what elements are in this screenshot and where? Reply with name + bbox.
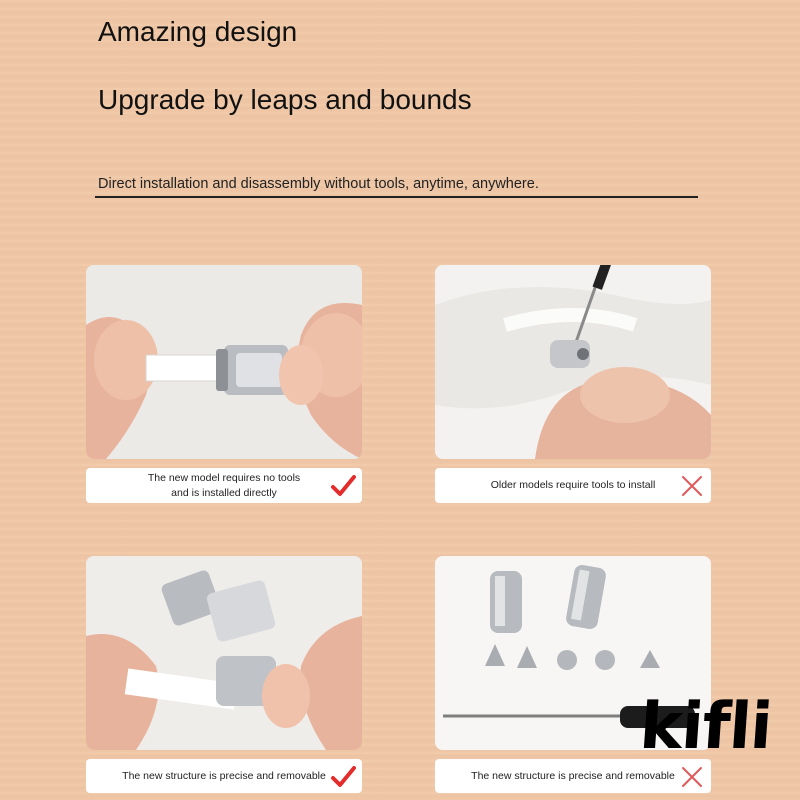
caption-panel-3 — [86, 759, 362, 793]
cross-icon — [679, 764, 705, 790]
check-icon — [330, 473, 356, 499]
headline-primary: Amazing design — [98, 16, 298, 47]
photo-tools-install — [435, 265, 711, 459]
caption-panel-2 — [435, 468, 711, 503]
subtitle: Direct installation and disassembly without tools, anytime, anywhere. — [98, 176, 539, 192]
cross-icon — [679, 473, 705, 499]
caption-text: Older models require tools to install — [490, 479, 656, 491]
caption-text: The new model requires no tools and is installed directly — [147, 471, 301, 499]
caption-panel-4 — [435, 759, 711, 793]
headline-secondary: Upgrade by leaps and bounds — [98, 84, 472, 115]
photo-no-tools-install — [86, 265, 362, 459]
divider — [95, 196, 698, 198]
caption-text: The new structure is precise and removable — [471, 769, 675, 782]
photo-structure-removable — [86, 556, 362, 750]
brand-watermark: kifli — [637, 690, 774, 764]
caption-panel-1 — [86, 468, 362, 503]
check-icon — [330, 764, 356, 790]
caption-text: The new structure is precise and removable — [122, 769, 326, 782]
